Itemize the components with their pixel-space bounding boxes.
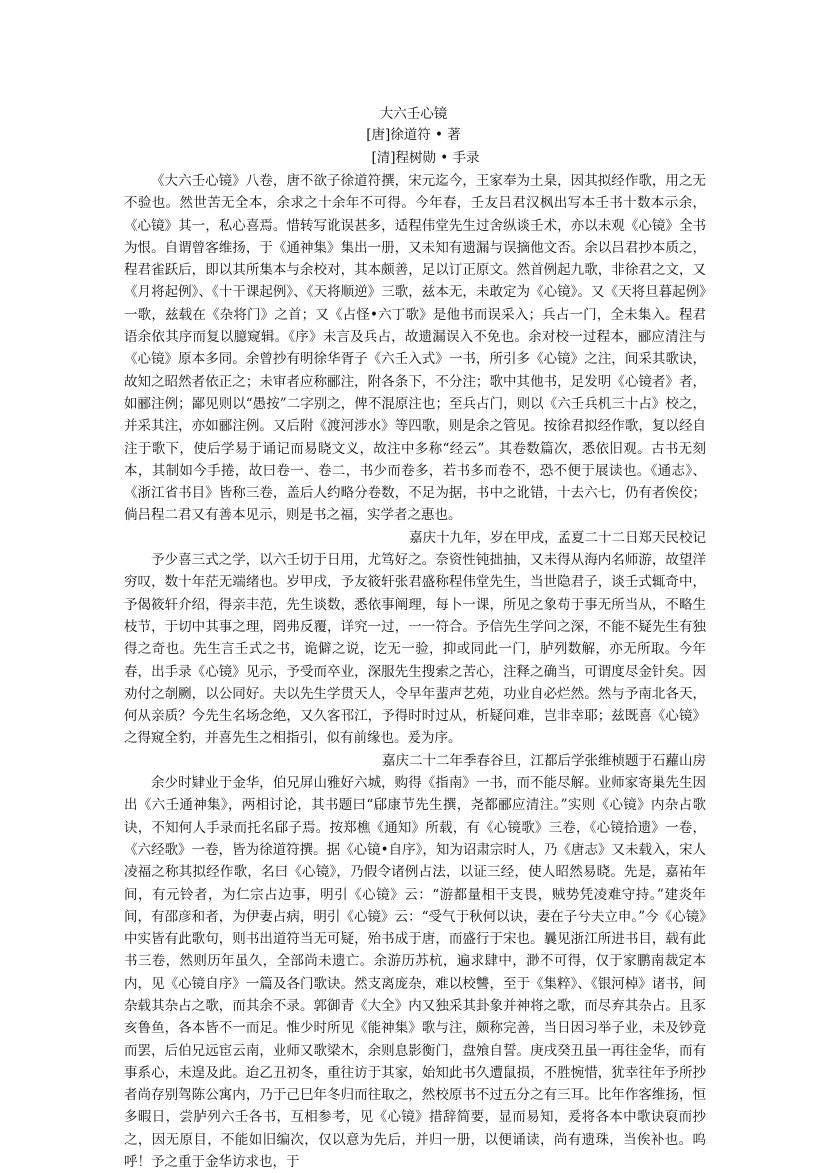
book-title: 大六壬心镜 xyxy=(379,106,448,122)
preface-paragraph-3: 余少时肄业于金华，伯兄屏山雅好六城，购得《指南》一书，而不能尽解。业师家寄巢先生因出《六壬通神集》，两相讨论，其书题曰“郈康节先生撰，尧都郦应清注。”实则《心镜》内杂占歌诀，不知何人手录而托名郈子焉。按郑樵《通知》所载，有《心镜歌》三卷，《心镜拾遗》一卷，《六经歌》一卷，皆为徐道符撰。据《心镜•自序》，知为诏肃宗时人，乃《唐志》又未载入，宋人凌福之称其拟经作歌，名曰《心镜》，乃假令诸例占法，以证三经，使人昭然易晓。先是，嘉祐年间，有元铃者，为仁宗占边事，明引《心镜》云：“游都量相干支畏，贼势凭凌难守持。”建炎年间，有邵彦和者，为伊妻占病，明引《心镜》云：“受气于秋何以诀，妻在子兮夫立申。”今《心镜》中实皆有此歌句，则书出道符当无可疑，殆书成于唐，而盛行于宋也。曩见浙江所进书目，载有此书三卷，然则历年虽久，全部尚未遗亡。余游历苏杭，遍求肆中，渺不可得，仅于家鹏南裁定本内，见《心镜自序》一篇及各门歌诀。然支离庞杂，难以校讐，至于《集粹》、《银河棹》诸书，间杂载其杂占之歌，而其余不录。郭御青《大全》内又独采其卦象并神将之歌，而尽弃其杂占。且豕亥鲁鱼，各本皆不一而足。惟少时所见《能神集》歌与注，颇称完善，当日因习举子业，未及钞竟而罢，后伯兄远宦云南，业师又歌梁木，余则息影衡门，盘飧自誓。庚戌癸丑虽一再往金华，而有事系心，未遑及此。迨乙丑初冬，重往访于其家，始知此书久遭鼠损，不胜惋惜，犹幸往年予所抄者尚存别驾陈公寓内，乃于己巳年冬归而往取之，然校原书不过五分之有三耳。比年作客维扬，恒多暇日，尝胪列六壬各书，互相参考，见《心镜》措辞简要，显而易知，爰将各本中歌诀裒而抄之，因无原目，不能如旧编次，仅以意为先后，并归一册，以便诵读，尚有遗珠，当俟补也。呜呼！予之重于金华访求也，于 xyxy=(124,775,706,1171)
preface-paragraph-2: 予少喜三式之学，以六壬切于日用，尤笃好之。奈资性钝拙抽，又未得从海内名师游，故望洋穷叹，数十年茫无端绪也。岁甲戌，予友筱轩张君盛称程伟堂先生，当世隐君子，谈壬式辄奇中，予偈筱轩介绍，得亲丰范，先生谈数，悉依事阐理，每卜一课，所见之象苟于事无所当从，不略生枝节，于切中其事之理，罔弗反覆，详究一过，一一符合。予信先生学问之深，不能不疑先生有独得之奇也。先生言壬式之书，诡僻之说，讫无一验，抑或同此一门，胪列数解，亦无所取。今年春，出手录《心镜》见示，予受而卒业，深服先生搜索之苦心，注释之确当，可谓度尽金针矣。因劝付之剞劂，以公同好。夫以先生学贯天人，令早年蜚声艺苑，功业自必烂然。然与予南北各天，何从亲质？今先生名场念绝，又久客邗江，予得时时过从，析疑问难，岂非幸耶；兹既喜《心镜》之得窥全豹，并喜先生之相指引，似有前缘也。爰为序。 xyxy=(124,552,706,747)
author-line: [唐]徐道符 • 著 xyxy=(366,127,461,143)
preface-paragraph-1: 《大六壬心镜》八卷，唐不欲子徐道符撰，宋元迄今，王家奉为土臬，因其拟经作歌，用之无不验也。然世苦无全本，余求之十余年不可得。今年春，壬友吕君汉枫出写本壬书十数本示余，《心镜》其一，私心喜焉。惜转写讹误甚多，适程伟堂先生过舍纵谈壬术，亦以未观《心镜》全书为恨。自谓曾客维扬，于《通神集》集出一册，又未知有遗漏与误摘他文否。余以吕君抄本质之，程君雀跃后，即以其所集本与余校对，其本颇善，足以订正原文。然首例起九歌，非徐君之文，又《月将起例》、《十干课起例》、《天将顺逆》三歌，兹本无，未敢定为《心镜》。又《天将旦暮起例》一歌，兹载在《杂将门》之首；又《占怪•六丁歌》是他书而误采入；兵占一门，全未集入。程君语余依其序而复以臆窥辑。《序》未言及兵占，故遗漏误入不免也。余对校一过程本，郦应清注与《心镜》原本多同。余曾抄有明徐华胥子《六壬入式》一书，所引多《心镜》之注，间采其歌诀，故知之昭然者依正之；未审者应称郦注，附各条下，不分注；歌中其他书，足发明《心镜者》者，如郦注例；鄙见则以“愚按”二字别之，俾不混原注也；至兵占门，则以《六壬兵机三十占》校之，并采其注，亦如郦注例。又后附《渡河涉水》等四歌，则是余之管见。按徐君拟经作歌，复以经自注于歌下，使后学易于诵记而易晓文义，故注中多称“经云”。其卷数篇次，悉依旧观。古书无刻本，其制如今手捲，故曰卷一、卷二，书少而卷多，若书多而卷不，恐不便于展读也。《通志》、《浙江省书目》皆称三卷，盖后人约略分卷数，不足为据，书中之讹错，十去六七，仍有者俟佼；倘吕程二君又有善本见示，则是书之福，实学者之惠也。 xyxy=(124,173,706,524)
preface-signature-2: 嘉庆二十二年季春谷旦，江都后学张维桢题于石蘿山房 xyxy=(382,752,706,769)
preface-signature-1: 嘉庆十九年，岁在甲戌，孟夏二十二日郑天民校记 xyxy=(409,529,706,546)
document-body xyxy=(124,170,706,1173)
copyist-line: [清]程树勋 • 手录 xyxy=(371,150,480,166)
